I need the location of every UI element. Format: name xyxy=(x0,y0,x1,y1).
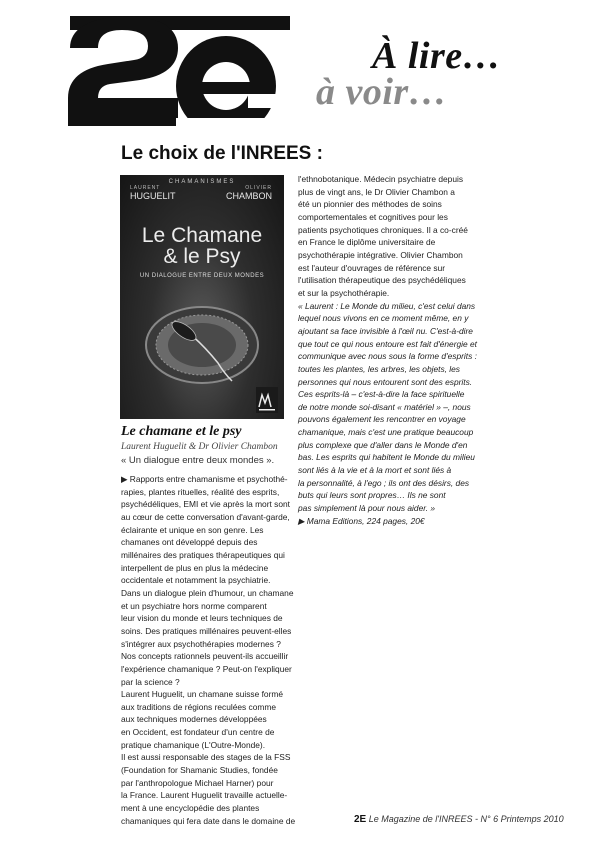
text-line: l'utilisation thérapeutique des psychédéliques xyxy=(298,275,466,286)
text-line: psychothérapie intégrative. Olivier Chambon xyxy=(298,249,463,260)
cover-author1-last: HUGUELIT xyxy=(130,191,176,201)
text-line: comportementales et cognitives pour les xyxy=(298,211,448,222)
text-line: patients psychotiques chroniques. Il a co-créé xyxy=(298,224,468,235)
text-line: ment à une encyclopédie des plantes xyxy=(121,803,260,814)
text-line: chamaniques qui fera date dans le domaine de xyxy=(121,815,296,826)
quote-line: pas simplement là pour nous aider. » xyxy=(298,503,436,514)
quote-line: buts qui leurs sont propres… Ils ne sont xyxy=(298,490,446,501)
quote-line: la personnalité, à l'ego ; ils ont des désirs, des xyxy=(298,477,470,488)
cover-author2-last: CHAMBON xyxy=(225,191,272,201)
text-line: Laurent Huguelit, un chamane suisse formé xyxy=(121,689,284,700)
cover-title-line1: Le Chamane xyxy=(141,224,263,247)
cover-author1-first: LAURENT xyxy=(130,185,161,191)
quote-line: toutes les plantes, les arbres, les objets, les xyxy=(298,363,460,374)
quote-line: chamanique, mais c'est une pratique beaucoup xyxy=(298,427,474,438)
footer-brand: 2E xyxy=(354,814,367,825)
headline-a-voir: à voir… xyxy=(316,71,448,113)
article-column-1 xyxy=(121,473,296,827)
drum-feather-icon xyxy=(142,293,262,389)
text-line: par l'anthropologue Michael Harner) pour xyxy=(121,777,274,788)
text-line: leur vision du monde et leurs techniques de xyxy=(121,613,283,624)
text-line: Il est aussi responsable des stages de la FSS xyxy=(121,752,291,763)
text-line: pratique chamanique (L'Outre-Monde). xyxy=(121,739,266,750)
text-line: plus de vingt ans, le Dr Olivier Chambon a xyxy=(298,186,455,197)
page-footer xyxy=(354,814,564,825)
text-line: au cœur de cette conversation d'avant-garde, xyxy=(121,511,290,522)
text-line: en France le diplôme universitaire de xyxy=(298,237,436,248)
text-line: rapies, plantes rituelles, réalité des esprits, xyxy=(121,486,280,497)
quote-line: plus complexe que d'aller dans le Monde d'en xyxy=(298,439,468,450)
text-line: l'ethnobotanique. Médecin psychiatre depuis xyxy=(298,174,464,184)
magazine-logo xyxy=(50,16,290,136)
quote-line: personnes qui nous entourent sont des esprits. xyxy=(298,376,473,387)
quote-line: ajoutant sa face invisible à l'œil nu. C'est-à-dire xyxy=(298,325,473,336)
text-line: par la science ? xyxy=(121,676,180,687)
quote-line: communique avec nous sous la forme d'esprits : xyxy=(298,351,477,362)
text-line: en Occident, est fondateur d'un centre de xyxy=(121,727,275,738)
text-line: éclairante et unique en son genre. Les xyxy=(121,524,264,535)
book-subtitle: « Un dialogue entre deux mondes ». xyxy=(121,455,275,466)
text-line: psychédéliques, EMI et vie après la mort sont xyxy=(121,499,290,510)
cover-subtitle: UN DIALOGUE ENTRE DEUX MONDES xyxy=(139,273,265,279)
quote-line: de notre monde soi-disant « matériel » –, nous xyxy=(298,401,471,412)
text-line: soins. Des pratiques millénaires peuvent-elles xyxy=(121,625,292,636)
publisher-logo-icon xyxy=(256,387,278,413)
book-title: Le chamane et le psy xyxy=(121,424,242,439)
text-line: et sur la psychothérapie. xyxy=(298,287,390,298)
book-authors: Laurent Huguelit & Dr Olivier Chambon xyxy=(121,442,278,452)
text-line: est l'auteur d'ouvrages de référence sur xyxy=(298,262,446,273)
cover-author2-first: OLIVIER xyxy=(245,185,272,191)
quote-line: que tout ce qui nous entoure est fait d'énergie et xyxy=(298,338,477,349)
text-line: ▶ Rapports entre chamanisme et psychothé- xyxy=(121,474,288,484)
publisher-info: ▶ Mama Editions, 224 pages, 20€ xyxy=(298,515,425,526)
text-line: chamanes ont développé depuis des xyxy=(121,537,258,548)
footer-text: Le Magazine de l'INREES - N° 6 Printemps 2010 xyxy=(368,814,564,824)
text-line: s'intégrer aux psychothérapies modernes ? xyxy=(121,638,281,649)
text-line: interpellent de plus en plus la médecine xyxy=(121,562,269,573)
text-line: aux techniques modernes développées xyxy=(121,714,267,725)
text-line: aux traditions de régions reculées comme xyxy=(121,701,277,712)
text-line: la France. Laurent Huguelit travaille actuelle- xyxy=(121,790,288,801)
headline-a-lire: À lire… xyxy=(372,35,502,77)
quote-line: lequel nous vivons en ce moment même, en y xyxy=(298,313,469,324)
cover-title-line2: & le Psy xyxy=(163,245,241,268)
text-line: l'expérience chamanique ? Peut-on l'expliquer xyxy=(121,663,292,674)
book-cover xyxy=(120,175,284,419)
text-line: Nos concepts rationnels peuvent-ils accueillir xyxy=(121,651,289,662)
text-line: et un psychiatre hors norme comparent xyxy=(121,600,267,611)
text-line: été un pionnier des méthodes de soins xyxy=(298,199,442,210)
text-line: Dans un dialogue plein d'humour, un chamane xyxy=(121,587,294,598)
quote-line: Ces esprits-là – c'est-à-dire la face spirituelle xyxy=(298,389,465,400)
cover-series: CHAMANISMES xyxy=(168,179,236,185)
text-line: (Foundation for Shamanic Studies, fondée xyxy=(121,765,278,776)
article-column-2 xyxy=(298,173,477,527)
quote-line: « Laurent : Le Monde du milieu, c'est celui dans xyxy=(298,300,476,311)
quote-line: bas. Les esprits qui habitent le Monde du milieu xyxy=(298,452,475,463)
text-line: millénaires des pratiques thérapeutiques qui xyxy=(121,549,285,560)
section-title: Le choix de l'INREES : xyxy=(121,143,323,164)
quote-line: pouvons également les rencontrer en voyage xyxy=(298,414,466,425)
text-line: occidentale et notamment la psychiatrie. xyxy=(121,575,271,586)
quote-line: sont liés à la vie et à la mort et sont liés à xyxy=(298,465,452,476)
